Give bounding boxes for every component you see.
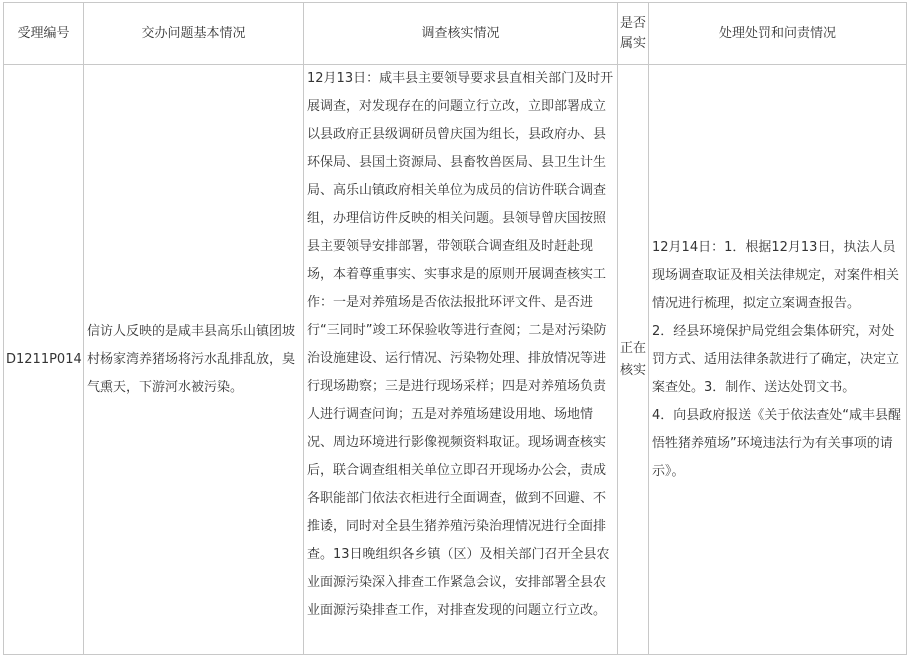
cell-verified: 正在核实 — [618, 65, 649, 655]
header-problem: 交办问题基本情况 — [84, 3, 304, 65]
cell-investigation: 12月13日：咸丰县主要领导要求县直相关部门及时开展调查，对发现存在的问题立行立改，立即部署成立以县政府正县级调研员曾庆国为组长，县政府办、县环保局、县国土资源局、县畜牧兽医局、县卫生计生局、高乐山镇政府相关单位为成员的信访件联合调查组，办理信访件反映的相关问题。县领导曾庆国按照县主要领导安排部署，带领联合调查组及时赶赴现场，本着尊重事实、实事求是的原则开展调查核实工作：一是对养殖场是否依法报批环评文件、是否进行“三同时”竣工环保验收等进行查阅；二是对污染防治设施建设、运行情况、污染物处理、排放情况等进行现场勘察；三是进行现场采样；四是对养殖场负责人进行调查问询；五是对养殖场建设用地、场地情况、周边环境进行影像视频资料取证。现场调查核实后，联合调查组相关单位立即召开现场办公会，责成各职能部门依法衣柜进行全面调查，做到不回避、不推诿，同时对全县生猪养殖污染治理情况进行全面排查。13日晚组织各乡镇（区）及相关部门召开全县农业面源污染深入排查工作紧急会议，安排部署全县农业面源污染排查工作，对排查发现的问题立行立改。 — [304, 65, 618, 655]
table-row — [4, 65, 907, 655]
case-table — [3, 2, 907, 655]
penalty-item-3: 4．向县政府报送《关于依法查处“咸丰县醒悟牲猪养殖场”环境违法行为有关事项的请示》。 — [652, 407, 902, 479]
header-case-id: 受理编号 — [4, 3, 84, 65]
header-verified: 是否属实 — [618, 3, 649, 65]
cell-penalty — [649, 65, 907, 655]
cell-problem: 信访人反映的是咸丰县高乐山镇团坡村杨家湾养猪场将污水乱排乱放，臭气熏天，下游河水被污染。 — [84, 65, 304, 655]
header-investigation: 调查核实情况 — [304, 3, 618, 65]
header-penalty: 处理处罚和问责情况 — [649, 3, 907, 65]
penalty-item-1: 12月14日：1．根据12月13日，执法人员现场调查取证及相关法律规定，对案件相关情况进行梳理，拟定立案调查报告。 — [652, 239, 900, 311]
penalty-item-2: 2．经县环境保护局党组会集体研究，对处罚方式、适用法律条款进行了确定，决定立案查处。3．制作、送达处罚文书。 — [652, 323, 900, 395]
cell-case-id: D1211P014 — [4, 65, 84, 655]
table-header-row — [4, 3, 907, 65]
